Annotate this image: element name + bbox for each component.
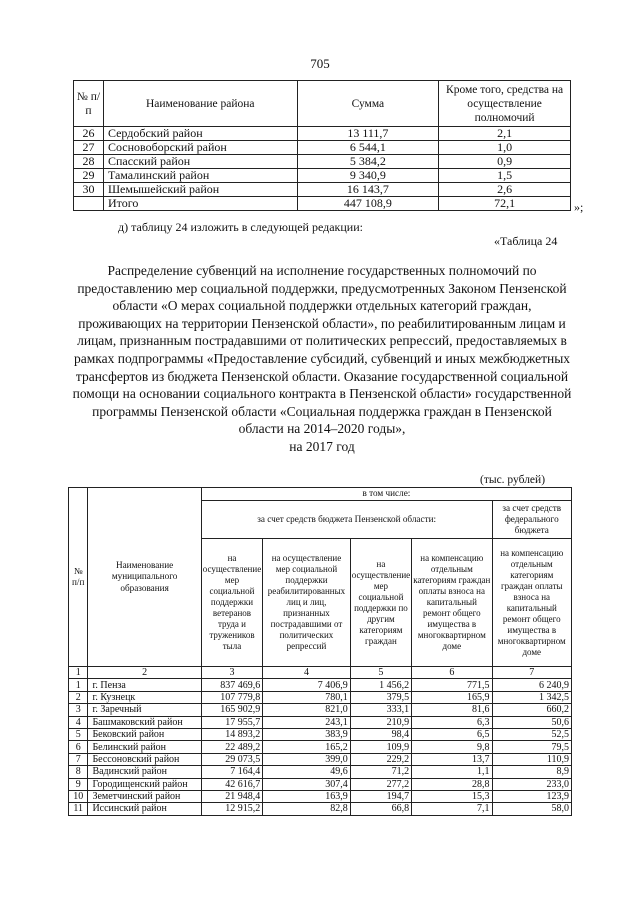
table-row bbox=[69, 716, 572, 728]
value-c3: 837 469,6 bbox=[201, 679, 262, 691]
value-c6: 9,8 bbox=[412, 741, 492, 753]
value-c5: 66,8 bbox=[350, 803, 411, 815]
row-number: 2 bbox=[69, 691, 88, 703]
value-c7: 58,0 bbox=[492, 803, 571, 815]
column-numbers-row bbox=[69, 667, 572, 679]
header-extra-funds: Кроме того, средства на осуществление полномочий bbox=[439, 81, 571, 127]
district-sum: 5 384,2 bbox=[297, 155, 439, 169]
header-district-name: Наименование района bbox=[103, 81, 297, 127]
value-c7: 8,9 bbox=[492, 766, 571, 778]
value-c4: 399,0 bbox=[263, 753, 351, 765]
table-row bbox=[69, 766, 572, 778]
value-c6: 15,3 bbox=[412, 790, 492, 802]
value-c7: 660,2 bbox=[492, 704, 571, 716]
table-row bbox=[69, 778, 572, 790]
value-c5: 109,9 bbox=[350, 741, 411, 753]
district-sum: 16 143,7 bbox=[297, 183, 439, 197]
value-c7: 123,9 bbox=[492, 790, 571, 802]
municipality-name: Городищенский район bbox=[88, 778, 201, 790]
value-c3: 17 955,7 bbox=[201, 716, 262, 728]
column-number: 2 bbox=[88, 667, 201, 679]
value-c5: 277,2 bbox=[350, 778, 411, 790]
subvention-table bbox=[68, 487, 572, 816]
column-number: 5 bbox=[350, 667, 411, 679]
header-sum: Сумма bbox=[297, 81, 439, 127]
total-row bbox=[74, 197, 571, 211]
header-col7: на компенсацию отдельным категориям граждан оплаты взноса на капитальный ремонт общего имущества в многоквартирном доме bbox=[492, 539, 571, 667]
value-c3: 29 073,5 bbox=[201, 753, 262, 765]
value-c5: 71,2 bbox=[350, 766, 411, 778]
district-extra: 1,5 bbox=[439, 169, 571, 183]
table-row bbox=[69, 679, 572, 691]
value-c3: 14 893,2 bbox=[201, 728, 262, 740]
value-c7: 79,5 bbox=[492, 741, 571, 753]
row-number: 3 bbox=[69, 704, 88, 716]
value-c7: 52,5 bbox=[492, 728, 571, 740]
row-number: 28 bbox=[74, 155, 104, 169]
municipality-name: г. Заречный bbox=[88, 704, 201, 716]
row-number: 4 bbox=[69, 716, 88, 728]
row-number: 7 bbox=[69, 753, 88, 765]
header-num: № п/п bbox=[74, 81, 104, 127]
municipality-name: Бековский район bbox=[88, 728, 201, 740]
value-c3: 165 902,9 bbox=[201, 704, 262, 716]
row-number: 30 bbox=[74, 183, 104, 197]
district-extra: 0,9 bbox=[439, 155, 571, 169]
value-c7: 1 342,5 bbox=[492, 691, 571, 703]
table-row bbox=[69, 728, 572, 740]
row-number: 10 bbox=[69, 790, 88, 802]
table-row bbox=[69, 704, 572, 716]
column-number: 7 bbox=[492, 667, 571, 679]
value-c4: 82,8 bbox=[263, 803, 351, 815]
value-c5: 1 456,2 bbox=[350, 679, 411, 691]
table-row bbox=[74, 127, 571, 141]
total-sum: 447 108,9 bbox=[297, 197, 439, 211]
value-c4: 821,0 bbox=[263, 704, 351, 716]
district-sum: 6 544,1 bbox=[297, 141, 439, 155]
row-number: 8 bbox=[69, 766, 88, 778]
municipality-name: Башмаковский район bbox=[88, 716, 201, 728]
value-c7: 110,9 bbox=[492, 753, 571, 765]
value-c6: 13,7 bbox=[412, 753, 492, 765]
district-extra: 1,0 bbox=[439, 141, 571, 155]
value-c3: 107 779,8 bbox=[201, 691, 262, 703]
value-c4: 163,9 bbox=[263, 790, 351, 802]
municipality-name: г. Пенза bbox=[88, 679, 201, 691]
title-year: на 2017 год bbox=[289, 438, 355, 454]
table-row bbox=[69, 790, 572, 802]
table-reference: «Таблица 24 bbox=[494, 234, 558, 248]
value-c3: 7 164,4 bbox=[201, 766, 262, 778]
table-row bbox=[69, 753, 572, 765]
district-extra: 2,1 bbox=[439, 127, 571, 141]
header-including: в том числе: bbox=[201, 488, 571, 501]
total-num bbox=[74, 197, 104, 211]
value-c4: 243,1 bbox=[263, 716, 351, 728]
header-num: № п/п bbox=[69, 488, 88, 667]
value-c3: 12 915,2 bbox=[201, 803, 262, 815]
header-federal-budget: за счет средств федерального бюджета bbox=[492, 501, 571, 539]
district-sum: 13 111,7 bbox=[297, 127, 439, 141]
value-c6: 7,1 bbox=[412, 803, 492, 815]
table-row bbox=[69, 803, 572, 815]
value-c5: 210,9 bbox=[350, 716, 411, 728]
municipality-name: Вадинский район bbox=[88, 766, 201, 778]
value-c4: 780,1 bbox=[263, 691, 351, 703]
units-label: (тыс. рублей) bbox=[480, 474, 546, 486]
row-number: 27 bbox=[74, 141, 104, 155]
table-row bbox=[74, 183, 571, 197]
column-number: 1 bbox=[69, 667, 88, 679]
document-title bbox=[72, 262, 572, 456]
district-name: Шемышейский район bbox=[103, 183, 297, 197]
header-col3: на осуществление мер социальной поддержки ветеранов труда и тружеников тыла bbox=[201, 539, 262, 667]
row-number: 5 bbox=[69, 728, 88, 740]
district-sum: 9 340,9 bbox=[297, 169, 439, 183]
value-c6: 81,6 bbox=[412, 704, 492, 716]
header-col6: на компенсацию отдельным категориям граждан оплаты взноса на капитальный ремонт общего имущества в многоквартирном доме bbox=[412, 539, 492, 667]
municipality-name: Бессоновский район bbox=[88, 753, 201, 765]
quote-close: »; bbox=[574, 200, 584, 214]
value-c6: 165,9 bbox=[412, 691, 492, 703]
value-c3: 42 616,7 bbox=[201, 778, 262, 790]
header-municipality: Наименование муниципального образования bbox=[88, 488, 201, 667]
table-row bbox=[74, 169, 571, 183]
header-col4: на осуществление мер социальной поддержки реабилитированных лиц и лиц, признанных пострадавшими от политических репрессий bbox=[263, 539, 351, 667]
edit-instruction: д) таблицу 24 изложить в следующей редакции: bbox=[118, 220, 363, 234]
value-c5: 194,7 bbox=[350, 790, 411, 802]
municipality-name: г. Кузнецк bbox=[88, 691, 201, 703]
row-number: 11 bbox=[69, 803, 88, 815]
value-c3: 21 948,4 bbox=[201, 790, 262, 802]
value-c6: 28,8 bbox=[412, 778, 492, 790]
value-c4: 165,2 bbox=[263, 741, 351, 753]
value-c6: 1,1 bbox=[412, 766, 492, 778]
table-row bbox=[69, 691, 572, 703]
value-c5: 98,4 bbox=[350, 728, 411, 740]
title-text: Распределение субвенций на исполнение государственных полномочий по предоставлению мер социальной поддержки, предусмотренных Законом Пензенской области «О мерах социальной поддержки отдельных категорий граждан, проживающих на территории Пензенской области», по реабилитированным лицам и лицам, признанным пострадавшими от политических репрессий, предоставляемых в рамках подпрограммы «Предоставление субсидий, субвенций и иных межбюджетных трансфертов из бюджета Пензенской области. Оказание государственной социальной помощи на основании социального контракта в Пензенской области» государственной программы Пензенской области «Социальная поддержка граждан в Пензенской области на 2014–2020 годы», bbox=[72, 263, 572, 437]
value-c4: 49,6 bbox=[263, 766, 351, 778]
district-extra: 2,6 bbox=[439, 183, 571, 197]
value-c4: 7 406,9 bbox=[263, 679, 351, 691]
total-label: Итого bbox=[103, 197, 297, 211]
value-c5: 229,2 bbox=[350, 753, 411, 765]
value-c5: 379,5 bbox=[350, 691, 411, 703]
column-number: 3 bbox=[201, 667, 262, 679]
value-c3: 22 489,2 bbox=[201, 741, 262, 753]
value-c6: 771,5 bbox=[412, 679, 492, 691]
district-name: Спасский район bbox=[103, 155, 297, 169]
row-number: 6 bbox=[69, 741, 88, 753]
district-name: Тамалинский район bbox=[103, 169, 297, 183]
municipality-name: Иссинский район bbox=[88, 803, 201, 815]
column-number: 4 bbox=[263, 667, 351, 679]
page-number: 705 bbox=[310, 56, 330, 71]
value-c4: 307,4 bbox=[263, 778, 351, 790]
table-row bbox=[69, 741, 572, 753]
municipality-name: Земетчинский район bbox=[88, 790, 201, 802]
row-number: 9 bbox=[69, 778, 88, 790]
row-number: 29 bbox=[74, 169, 104, 183]
value-c4: 383,9 bbox=[263, 728, 351, 740]
value-c6: 6,3 bbox=[412, 716, 492, 728]
municipality-name: Белинский район bbox=[88, 741, 201, 753]
row-number: 1 bbox=[69, 679, 88, 691]
value-c7: 233,0 bbox=[492, 778, 571, 790]
value-c5: 333,1 bbox=[350, 704, 411, 716]
total-extra: 72,1 bbox=[439, 197, 571, 211]
column-number: 6 bbox=[412, 667, 492, 679]
table-row bbox=[74, 155, 571, 169]
header-col5: на осуществление мер социальной поддержки по другим категориям граждан bbox=[350, 539, 411, 667]
value-c6: 6,5 bbox=[412, 728, 492, 740]
value-c7: 50,6 bbox=[492, 716, 571, 728]
district-name: Сосновоборский район bbox=[103, 141, 297, 155]
table-row bbox=[74, 141, 571, 155]
row-number: 26 bbox=[74, 127, 104, 141]
district-name: Сердобский район bbox=[103, 127, 297, 141]
value-c7: 6 240,9 bbox=[492, 679, 571, 691]
district-sums-table bbox=[73, 80, 571, 211]
header-regional-budget: за счет средств бюджета Пензенской области: bbox=[201, 501, 492, 539]
